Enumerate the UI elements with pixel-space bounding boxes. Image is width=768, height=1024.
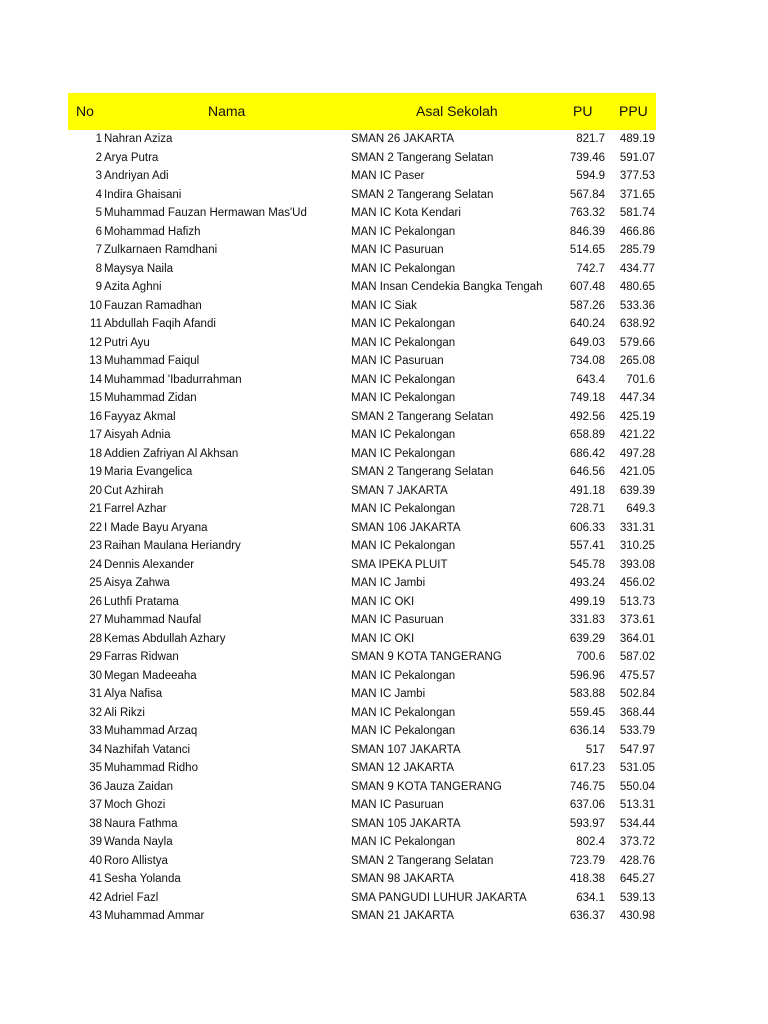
row-asal-sekolah: MAN IC Jambi xyxy=(351,577,426,589)
row-pu: 545.78 xyxy=(569,558,605,571)
table-row xyxy=(68,667,656,686)
row-nama: Maria Evangelica xyxy=(104,466,193,478)
row-asal-sekolah: MAN IC Jambi xyxy=(351,688,426,700)
row-pu: 821.7 xyxy=(576,133,605,145)
row-ppu: 368.44 xyxy=(619,706,655,719)
row-ppu: 475.57 xyxy=(619,669,655,682)
row-no: 13 xyxy=(89,355,102,367)
row-nama: Cut Azhirah xyxy=(104,484,164,497)
row-nama: Roro Allistya xyxy=(104,854,168,867)
row-pu: 557.41 xyxy=(569,540,605,552)
table-row xyxy=(68,130,656,149)
row-nama: Jauza Zaidan xyxy=(104,780,174,793)
row-nama: Zulkarnaen Ramdhani xyxy=(104,244,218,256)
row-asal-sekolah: MAN IC Siak xyxy=(351,299,417,312)
row-asal-sekolah: SMA IPEKA PLUIT xyxy=(351,558,448,571)
table-row xyxy=(68,408,656,427)
table-row xyxy=(68,759,656,778)
row-ppu: 421.05 xyxy=(619,466,655,478)
table-row xyxy=(68,722,656,741)
row-no: 28 xyxy=(89,632,102,645)
row-nama: Muhammad 'Ibadurrahman xyxy=(104,373,242,386)
row-nama: Nazhifah Vatanci xyxy=(104,743,191,756)
row-asal-sekolah: SMAN 21 JAKARTA xyxy=(351,910,455,922)
row-pu: 728.71 xyxy=(569,503,605,515)
row-asal-sekolah: MAN IC Pekalongan xyxy=(351,669,456,682)
row-ppu: 579.66 xyxy=(619,336,655,349)
header-nama: Nama xyxy=(208,103,246,119)
row-asal-sekolah: MAN IC Pekalongan xyxy=(351,429,456,441)
row-nama: Addien Zafriyan Al Akhsan xyxy=(104,447,239,460)
row-pu: 646.56 xyxy=(569,466,605,478)
table-row xyxy=(68,445,656,464)
row-pu: 492.56 xyxy=(569,410,605,423)
row-nama: Maysya Naila xyxy=(104,262,174,275)
row-asal-sekolah: SMAN 2 Tangerang Selatan xyxy=(351,466,494,478)
row-pu: 607.48 xyxy=(569,281,605,293)
row-no: 38 xyxy=(89,817,102,830)
row-nama: I Made Bayu Aryana xyxy=(104,521,208,534)
table-row xyxy=(68,778,656,797)
row-no: 36 xyxy=(89,780,102,793)
row-no: 23 xyxy=(89,540,102,552)
row-pu: 493.24 xyxy=(569,577,605,589)
row-asal-sekolah: MAN IC Paser xyxy=(351,170,425,182)
table-row xyxy=(68,648,656,667)
row-nama: Alya Nafisa xyxy=(104,688,163,700)
table-row xyxy=(68,167,656,186)
row-ppu: 701.6 xyxy=(626,373,655,386)
row-ppu: 645.27 xyxy=(619,873,655,885)
row-nama: Arya Putra xyxy=(104,151,159,164)
row-asal-sekolah: MAN IC Pekalongan xyxy=(351,540,456,552)
table-row xyxy=(68,334,656,353)
row-ppu: 377.53 xyxy=(619,170,655,182)
table-row xyxy=(68,611,656,630)
row-pu: 802.4 xyxy=(576,836,605,848)
row-asal-sekolah: MAN IC Pekalongan xyxy=(351,392,456,404)
row-nama: Andriyan Adi xyxy=(104,170,169,182)
table-row xyxy=(68,204,656,223)
row-pu: 617.23 xyxy=(569,762,605,774)
row-nama: Indira Ghaisani xyxy=(104,188,182,201)
row-asal-sekolah: SMAN 7 JAKARTA xyxy=(351,484,448,497)
row-asal-sekolah: SMAN 106 JAKARTA xyxy=(351,521,461,534)
row-asal-sekolah: SMAN 2 Tangerang Selatan xyxy=(351,410,494,423)
row-asal-sekolah: MAN IC Pekalongan xyxy=(351,447,456,460)
row-no: 4 xyxy=(95,188,102,201)
row-nama: Muhammad Fauzan Hermawan Mas'Ud xyxy=(104,207,307,219)
table-row xyxy=(68,500,656,519)
row-nama: Abdullah Faqih Afandi xyxy=(104,318,216,330)
row-ppu: 421.22 xyxy=(619,429,655,441)
table-row xyxy=(68,870,656,889)
row-ppu: 480.65 xyxy=(619,281,655,293)
row-no: 25 xyxy=(89,577,102,589)
table-row xyxy=(68,352,656,371)
table-row xyxy=(68,297,656,316)
row-ppu: 513.73 xyxy=(619,595,655,608)
table-row xyxy=(68,426,656,445)
row-no: 29 xyxy=(89,651,102,663)
row-nama: Naura Fathma xyxy=(104,817,178,830)
row-no: 21 xyxy=(89,503,102,515)
row-pu: 700.6 xyxy=(576,651,605,663)
row-no: 39 xyxy=(89,836,102,848)
row-no: 19 xyxy=(89,466,102,478)
row-ppu: 428.76 xyxy=(619,854,655,867)
row-asal-sekolah: MAN IC Pekalongan xyxy=(351,318,456,330)
row-no: 35 xyxy=(89,762,102,774)
row-nama: Megan Madeeaha xyxy=(104,669,197,682)
table-row xyxy=(68,630,656,649)
row-nama: Luthfi Pratama xyxy=(104,595,179,608)
row-ppu: 550.04 xyxy=(619,780,655,793)
row-ppu: 534.44 xyxy=(619,817,655,830)
table-row xyxy=(68,482,656,501)
row-asal-sekolah: SMAN 2 Tangerang Selatan xyxy=(351,854,494,867)
row-pu: 749.18 xyxy=(569,392,605,404)
table-row xyxy=(68,815,656,834)
row-ppu: 513.31 xyxy=(619,799,655,811)
row-pu: 634.1 xyxy=(576,891,605,904)
row-nama: Ali Rikzi xyxy=(104,706,145,719)
row-pu: 742.7 xyxy=(576,262,605,275)
row-nama: Muhammad Zidan xyxy=(104,392,197,404)
row-asal-sekolah: MAN IC Pekalongan xyxy=(351,725,456,737)
row-nama: Moch Ghozi xyxy=(104,799,166,811)
row-nama: Aisyah Adnia xyxy=(104,429,171,441)
header-asal-sekolah: Asal Sekolah xyxy=(416,103,498,119)
row-ppu: 447.34 xyxy=(619,392,655,404)
row-pu: 559.45 xyxy=(569,706,605,719)
row-pu: 643.4 xyxy=(576,373,605,386)
row-pu: 517 xyxy=(585,743,605,756)
row-ppu: 466.86 xyxy=(619,225,655,238)
header-ppu: PPU xyxy=(619,103,648,119)
row-pu: 583.88 xyxy=(569,688,605,700)
row-ppu: 373.72 xyxy=(619,836,655,848)
row-no: 17 xyxy=(89,429,102,441)
row-asal-sekolah: SMAN 2 Tangerang Selatan xyxy=(351,188,494,201)
row-asal-sekolah: SMAN 9 KOTA TANGERANG xyxy=(351,651,502,663)
row-ppu: 310.25 xyxy=(619,540,655,552)
row-ppu: 639.39 xyxy=(619,484,655,497)
row-ppu: 456.02 xyxy=(619,577,655,589)
row-pu: 636.14 xyxy=(569,725,605,737)
table-row xyxy=(68,556,656,575)
row-no: 10 xyxy=(89,299,102,312)
row-no: 34 xyxy=(89,743,102,756)
row-asal-sekolah: MAN IC Pasuruan xyxy=(351,244,444,256)
row-pu: 567.84 xyxy=(569,188,605,201)
row-pu: 594.9 xyxy=(576,170,605,182)
table-row xyxy=(68,833,656,852)
row-ppu: 285.79 xyxy=(619,244,655,256)
row-pu: 734.08 xyxy=(569,355,605,367)
row-no: 9 xyxy=(95,281,102,293)
table-row xyxy=(68,241,656,260)
table-row xyxy=(68,704,656,723)
row-ppu: 539.13 xyxy=(619,891,655,904)
row-asal-sekolah: MAN IC Pasuruan xyxy=(351,614,444,626)
row-asal-sekolah: MAN IC Pasuruan xyxy=(351,355,444,367)
row-pu: 514.65 xyxy=(569,244,605,256)
row-ppu: 649.3 xyxy=(626,503,655,515)
row-nama: Fauzan Ramadhan xyxy=(104,299,202,312)
row-asal-sekolah: MAN IC Pekalongan xyxy=(351,262,456,275)
row-asal-sekolah: MAN IC Pekalongan xyxy=(351,706,456,719)
row-no: 7 xyxy=(95,244,102,256)
row-asal-sekolah: SMAN 26 JAKARTA xyxy=(351,133,455,145)
header-pu: PU xyxy=(573,103,593,119)
row-no: 8 xyxy=(95,262,102,275)
row-no: 18 xyxy=(89,447,102,460)
score-table xyxy=(68,93,656,926)
row-asal-sekolah: MAN Insan Cendekia Bangka Tengah xyxy=(351,281,543,293)
row-nama: Muhammad Ammar xyxy=(104,910,205,922)
row-nama: Raihan Maulana Heriandry xyxy=(104,540,241,552)
table-header xyxy=(68,93,656,130)
row-no: 6 xyxy=(95,225,102,238)
row-asal-sekolah: SMAN 12 JAKARTA xyxy=(351,762,455,774)
row-nama: Kemas Abdullah Azhary xyxy=(104,632,226,645)
row-asal-sekolah: MAN IC Pekalongan xyxy=(351,373,456,386)
row-asal-sekolah: MAN IC Kota Kendari xyxy=(351,207,461,219)
row-nama: Aisya Zahwa xyxy=(104,577,170,589)
row-no: 5 xyxy=(95,207,102,219)
row-pu: 639.29 xyxy=(569,632,605,645)
table-row xyxy=(68,315,656,334)
row-pu: 499.19 xyxy=(569,595,605,608)
row-nama: Mohammad Hafizh xyxy=(104,225,201,238)
row-ppu: 587.02 xyxy=(619,651,655,663)
row-no: 24 xyxy=(89,558,102,571)
row-ppu: 533.79 xyxy=(619,725,655,737)
table-body xyxy=(68,130,656,926)
row-asal-sekolah: MAN IC Pekalongan xyxy=(351,503,456,515)
row-nama: Wanda Nayla xyxy=(104,836,173,848)
row-no: 37 xyxy=(89,799,102,811)
row-pu: 739.46 xyxy=(569,151,605,164)
row-no: 12 xyxy=(89,336,102,349)
row-asal-sekolah: SMAN 9 KOTA TANGERANG xyxy=(351,780,502,793)
row-nama: Sesha Yolanda xyxy=(104,873,181,885)
table-row xyxy=(68,574,656,593)
row-ppu: 393.08 xyxy=(619,558,655,571)
row-pu: 606.33 xyxy=(569,521,605,534)
row-ppu: 591.07 xyxy=(619,151,655,164)
row-pu: 686.42 xyxy=(569,447,605,460)
row-asal-sekolah: SMAN 105 JAKARTA xyxy=(351,817,461,830)
row-no: 20 xyxy=(89,484,102,497)
row-ppu: 533.36 xyxy=(619,299,655,312)
row-nama: Fayyaz Akmal xyxy=(104,410,176,423)
table-row xyxy=(68,186,656,205)
row-ppu: 531.05 xyxy=(619,762,655,774)
row-nama: Muhammad Faiqul xyxy=(104,355,200,367)
row-no: 15 xyxy=(89,392,102,404)
table-row xyxy=(68,260,656,279)
row-pu: 593.97 xyxy=(569,817,605,830)
row-ppu: 430.98 xyxy=(619,910,655,922)
row-nama: Farrel Azhar xyxy=(104,503,167,515)
row-no: 16 xyxy=(89,410,102,423)
row-pu: 658.89 xyxy=(569,429,605,441)
row-nama: Farras Ridwan xyxy=(104,651,179,663)
row-ppu: 547.97 xyxy=(619,743,655,756)
table-row xyxy=(68,796,656,815)
row-no: 41 xyxy=(89,873,102,885)
row-ppu: 331.31 xyxy=(619,521,655,534)
row-pu: 587.26 xyxy=(569,299,605,312)
row-ppu: 373.61 xyxy=(619,614,655,626)
row-pu: 636.37 xyxy=(569,910,605,922)
row-no: 32 xyxy=(89,706,102,719)
row-pu: 763.32 xyxy=(569,207,605,219)
row-asal-sekolah: SMAN 2 Tangerang Selatan xyxy=(351,151,494,164)
row-ppu: 497.28 xyxy=(619,447,655,460)
row-ppu: 581.74 xyxy=(619,207,655,219)
row-pu: 491.18 xyxy=(569,484,605,497)
row-ppu: 638.92 xyxy=(619,318,655,330)
table-row xyxy=(68,389,656,408)
row-nama: Muhammad Arzaq xyxy=(104,725,198,737)
row-pu: 746.75 xyxy=(569,780,605,793)
table-row xyxy=(68,223,656,242)
row-pu: 649.03 xyxy=(569,336,605,349)
table-row xyxy=(68,852,656,871)
table-row xyxy=(68,537,656,556)
row-no: 40 xyxy=(89,854,102,867)
row-asal-sekolah: SMA PANGUDI LUHUR JAKARTA xyxy=(351,891,527,904)
row-pu: 596.96 xyxy=(569,669,605,682)
row-no: 33 xyxy=(89,725,102,737)
row-ppu: 434.77 xyxy=(619,262,655,275)
table-row xyxy=(68,741,656,760)
row-no: 26 xyxy=(89,595,102,608)
table-row xyxy=(68,463,656,482)
row-no: 3 xyxy=(95,170,102,182)
row-ppu: 489.19 xyxy=(619,133,655,145)
row-no: 11 xyxy=(90,318,102,330)
row-nama: Putri Ayu xyxy=(104,336,150,349)
row-asal-sekolah: MAN IC Pasuruan xyxy=(351,799,444,811)
row-asal-sekolah: SMAN 98 JAKARTA xyxy=(351,873,455,885)
table-row xyxy=(68,907,656,926)
table-row xyxy=(68,371,656,390)
table-row xyxy=(68,149,656,168)
row-asal-sekolah: MAN IC OKI xyxy=(351,595,415,608)
row-no: 1 xyxy=(95,133,102,145)
row-no: 22 xyxy=(89,521,102,534)
table-row xyxy=(68,593,656,612)
row-ppu: 364.01 xyxy=(619,632,655,645)
row-no: 14 xyxy=(89,373,102,386)
row-ppu: 502.84 xyxy=(619,688,655,700)
row-pu: 640.24 xyxy=(569,318,605,330)
row-asal-sekolah: MAN IC OKI xyxy=(351,632,415,645)
table-row xyxy=(68,685,656,704)
row-ppu: 371.65 xyxy=(619,188,655,201)
row-nama: Muhammad Ridho xyxy=(104,762,198,774)
header-no: No xyxy=(76,103,94,119)
row-no: 2 xyxy=(95,151,102,164)
row-asal-sekolah: MAN IC Pekalongan xyxy=(351,336,456,349)
row-pu: 723.79 xyxy=(569,854,605,867)
row-nama: Nahran Aziza xyxy=(104,133,173,145)
row-pu: 331.83 xyxy=(569,614,605,626)
row-ppu: 265.08 xyxy=(619,355,655,367)
row-nama: Muhammad Naufal xyxy=(104,614,202,626)
row-asal-sekolah: MAN IC Pekalongan xyxy=(351,225,456,238)
row-nama: Azita Aghni xyxy=(104,281,162,293)
row-no: 27 xyxy=(89,614,102,626)
row-nama: Dennis Alexander xyxy=(104,558,195,571)
row-pu: 637.06 xyxy=(569,799,605,811)
row-no: 31 xyxy=(89,688,102,700)
table-row xyxy=(68,519,656,538)
row-nama: Adriel Fazl xyxy=(104,891,159,904)
table-row xyxy=(68,278,656,297)
row-no: 42 xyxy=(89,891,102,904)
row-ppu: 425.19 xyxy=(619,410,655,423)
row-pu: 846.39 xyxy=(569,225,605,238)
row-no: 30 xyxy=(89,669,102,682)
row-asal-sekolah: SMAN 107 JAKARTA xyxy=(351,743,461,756)
row-asal-sekolah: MAN IC Pekalongan xyxy=(351,836,456,848)
row-no: 43 xyxy=(89,910,102,922)
table-row xyxy=(68,889,656,908)
row-pu: 418.38 xyxy=(569,873,605,885)
